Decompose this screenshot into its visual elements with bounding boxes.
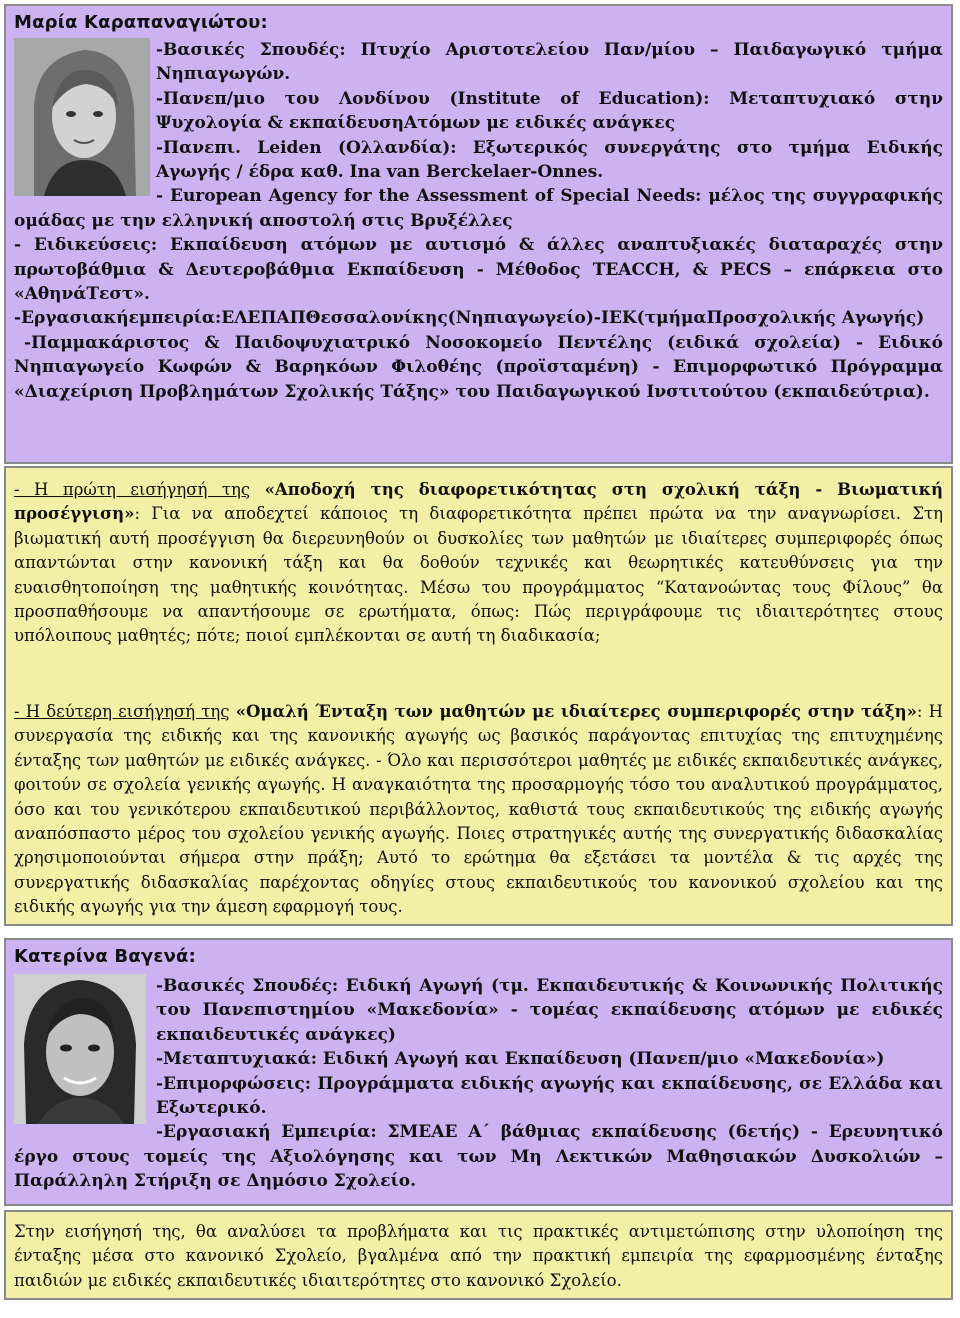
- bio-panel-karapanagiotou: [4, 4, 953, 464]
- talk-panel-vagena: [4, 1210, 953, 1300]
- talk-first-body: : Για να αποδεχτεί κάποιος τη διαφορετικότητα πρέπει πρώτα να την αναγνωρίσει. Στη βιωματική αυτή προσέγγιση θα διερευνηθούν οι δυσκολίες των μαθητών με ιδιαίτερες συμπεριφορές όπως απαντώνται στην κανονική τάξη και θα δοθούν τεχνικές και θεωρητικές κατευθύνσεις για την ευαισθητοποίηση της μαθητικής κοινότητας. Μέσω του προγράμματος “Κατανοώντας τους Φίλους” θα προσπαθήσουμε να απαντήσουμε σε ερωτήματα, όπως: Πώς περιγράφουμε τις ιδιαιτερότητες στους υπόλοιπους μαθητές; πότε; ποιοί εμπλέκονται σε αυτή τη διαδικασία;: [14, 504, 943, 646]
- bio-line-agency: - European Agency for the Assessment of Special Needs: μέλος της συγγραφικής ομάδας με την ελληνική αποστολή στις Βρυξέλλες: [14, 186, 943, 231]
- talk-second: [14, 700, 943, 920]
- bio-line-experience-2: -Παμμακάριστος & Παιδοψυχιατρικό Νοσοκομείο Πεντέλης (ειδικά σχολεία) - Ειδικό Νηπιαγωγείο Κωφών & Βαρηκόων Φιλοθέης (προϊσταμένη) - Επιμορφωτικό Πρόγραμμα «Διαχείριση Προβλημάτων Σχολικής Τάξης» του Παιδαγωγικού Ινστιτούτου (εκπαιδεύτρια).: [14, 332, 943, 402]
- bio-line-specialties: - Ειδικεύσεις: Εκπαίδευση ατόμων με αυτισμό & άλλες αναπτυξιακές διαταραχές στην πρωτοβάθμια & Δευτεροβάθμια Εκπαίδευση - Μέθοδος TEACCH, & PECS – επάρκεια στο «ΑθηνάΤεστ».: [14, 235, 943, 305]
- bio-text-vagena: [14, 974, 943, 1194]
- bio-line-experience: -Εργασιακήεμπειρία:ΕΛΕΠΑΠΘεσσαλονίκης(Νηπιαγωγείο)-ΙΕΚ(τμήμαΠροσχολικής Αγωγής): [14, 308, 925, 329]
- talk-third: [14, 1220, 943, 1293]
- bio-line-leiden: -Πανεπι. Leiden (Ολλανδία): Εξωτερικός συνεργάτης στο τμήμα Ειδικής Αγωγής / έδρα καθ. Ina van Berckelaer-Onnes.: [156, 137, 943, 183]
- talk-third-body: Στην εισήγησή της, θα αναλύσει τα προβλήματα και τις πρακτικές αντιμετώπισης στην υλοποίηση της ένταξης μέσα στο κανονικό Σχολείο, βγαλμένα από την πρακτική εμπειρία της εφαρμοσμένης ένταξης παιδιών με ειδικές εκπαιδευτικές ιδιαιτερότητες στο κανονικό Σχολείο.: [14, 1222, 943, 1290]
- person-name-vagena: Κατερίνα Βαγενά:: [14, 946, 197, 967]
- talk-first-title: «Αποδοχή της διαφορετικότητας στη σχολική τάξη - Βιωματική προσέγγιση»: [14, 480, 943, 524]
- bio2-line-training: -Επιμορφώσεις: Προγράμματα ειδικής αγωγής και εκπαίδευσης, σε Ελλάδα και Εξωτερικό.: [156, 1073, 943, 1119]
- bio2-line-masters: -Μεταπτυχιακά: Ειδική Αγωγή και Εκπαίδευση (Πανεπ/μιο «Μακεδονία»): [156, 1049, 885, 1070]
- bio-line-london: -Πανεπ/μιο του Λονδίνου (Institute of Education): Μεταπτυχιακό στην Ψυχολογία & εκπαίδευσηΑτόμων με ειδικές ανάγκες: [156, 88, 943, 134]
- bio-line-studies: -Βασικές Σπουδές: Πτυχίο Αριστοτελείου Παν/μίου – Παιδαγωγικό τμήμα Νηπιαγωγών.: [156, 40, 943, 85]
- person-name-karapanagiotou: Μαρία Καραπαναγιώτου:: [14, 12, 268, 33]
- bio-panel-vagena: [4, 938, 953, 1206]
- talk-second-lead: - Η δεύτερη εισήγησή της: [14, 702, 230, 721]
- talk-second-body: : Η συνεργασία της ειδικής και της κανονικής αγωγής ως βασικός παράγοντας επιτυχίας της επιτυχημένης ένταξης των μαθητών με ειδικές ανάγκες. - Όλο και περισσότεροι μαθητές με ειδικές εκπαιδευτικές ανάγκες, φοιτούν σε σχολεία γενικής αγωγής. Η αναγκαιότητα της προσαρμογής τόσο του αναλυτικού προγράμματος, όσο και του γενικότερου εκπαιδευτικού περιβάλλοντος, καθιστά τους εκπαιδευτικούς της ειδικής αγωγής αναπόσπαστο μέρος του σχολείου γενικής αγωγής. Ποιες στρατηγικές αυτής της συνεργατικής διδασκαλίας χρησιμοποιούνται σήμερα στην πράξη; Αυτό το ερώτημα θα εξετάσει τα μοντέλα & τις αρχές της συνεργατικής διδασκαλίας παρέχοντας οδηγίες στους εκπαιδευτικούς του κανονικού σχολείου και της ειδικής αγωγής για την άμεση εφαρμογή τους.: [14, 702, 943, 917]
- talk-second-title: «Ομαλή Ένταξη των μαθητών με ιδιαίτερες συμπεριφορές στην τάξη»: [235, 702, 917, 721]
- bio2-line-experience: -Εργασιακή Εμπειρία: ΣΜΕΑΕ Α΄ βάθμιας εκπαίδευσης (6ετής) - Ερευνητικό έργο στους τομείς της Αξιολόγησης και των Μη Λεκτικών Μαθησιακών Δυσκολιών – Παράλληλη Στήριξη σε Δημόσιο Σχολείο.: [14, 1122, 943, 1192]
- talk-first: [14, 478, 943, 649]
- bio2-line-studies: -Βασικές Σπουδές: Ειδική Αγωγή (τμ. Εκπαιδευτικής & Κοινωνικής Πολιτικής του Πανεπιστημίου «Μακεδονία» - τομέας εκπαίδευσης ατόμων με ειδικές εκπαιδευτικές ανάγκες): [156, 976, 943, 1045]
- talk-first-lead: - Η πρώτη εισήγησή της: [14, 480, 251, 499]
- talks-panel-karapanagiotou: [4, 466, 953, 926]
- bio-text-karapanagiotou: [14, 38, 943, 404]
